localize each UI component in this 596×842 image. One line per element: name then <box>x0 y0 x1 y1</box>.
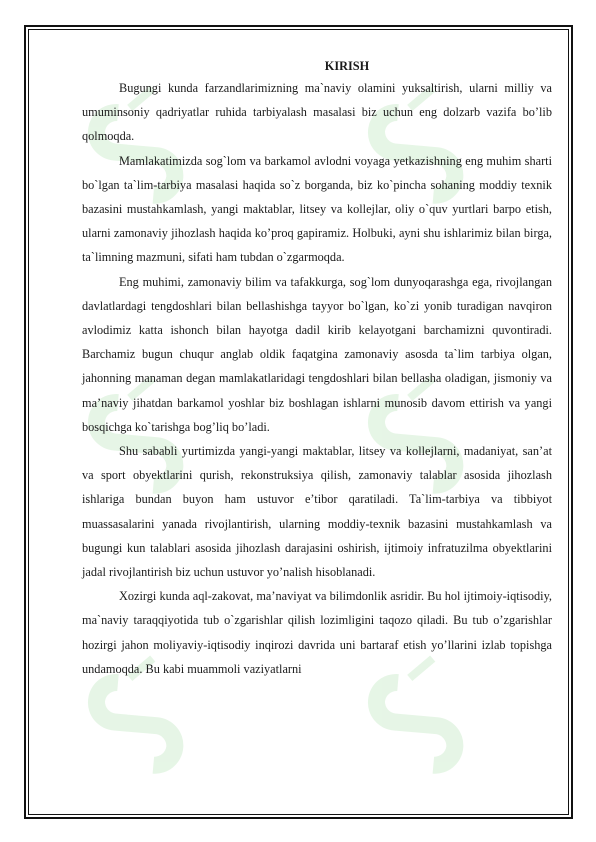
paragraph: Xozirgi kunda aql-zakovat, ma’naviyat va bilimdonlik asridir. Bu hol ijtimoiy-iqtisodiy, ma`naviy taraqqiyotida tub o`zgarishlar qilish lozimligini taqozo qiladi. Bu tub o’zgarishlar hozirgi jahon moliyaviy-iqtisodiy inqirozi davrida uni bartaraf etish yo’llarini izlab topishga undamoqda. Bu kabi muammoli vaziyatlarni <box>82 589 552 676</box>
paragraph: Eng muhimi, zamonaviy bilim va tafakkurga, sog`lom dunyoqarashga ega, rivojlangan davlatlardagi tengdoshlari bilan bellashishga tayyor bo`lgan, ko`zi yonib turadigan navqiron avlodimiz katta ishonch bilan hayotga dadil kirib kelayotgani barchamizni quvontiradi. Barchamiz bugun chuqur anglab oldik faqatgina zamonaviy asosda ta`lim tarbiya olgan, jahonning manaman degan mamlakatlaridagi tengdoshlari bilan bellasha oladigan, jismoniy va ma’naviy jihatdan barkamol yoshlar biz boshlagan ishlarni munosib davom ettirish va yangi bosqichga ko`tarishga bog’liq bo’ladi. <box>82 274 552 434</box>
document-body <box>82 56 552 681</box>
paragraph: Bugungi kunda farzandlarimizning ma`naviy olamini yuksaltirish, ularni milliy va umuminsoniy qadriyatlar ruhida tarbiyalash masalasi biz uchun eng dolzarb vazifa bo’lib qolmoqda. <box>82 81 552 144</box>
document-title: KIRISH <box>324 59 370 73</box>
paragraph: Shu sababli yurtimizda yangi-yangi maktablar, litsey va kollejlarni, madaniyat, san’at va sport obyektlarini qurish, rekonstruksiya qilish, zamonaviy talablar asosida jihozlash ishlariga bundan buyon ham ustuvor e’tibor qaratiladi. Ta`lim-tarbiya va tibbiyot muassasalarini yanada rivojlantirish, ularning moddiy-texnik bazasini mustahkamlash va bugungi kun talablari asosida jihozlash darajasini oshirish, ijtimoiy infratuzilma obyektlarini jadal rivojlantirish biz uchun ustuvor yo’nalish hisoblanadi. <box>82 444 552 580</box>
paragraph: Mamlakatimizda sog`lom va barkamol avlodni voyaga yetkazishning eng muhim sharti bo`lgan ta`lim-tarbiya masalasi haqida so`z borganda, biz ko`pincha sohaning moddiy texnik bazasini mustahkamlash, yangi maktablar, litsey va kollejlar, oliy o`quv yurtlari barpo etish, ularni zamonaviy jihozlash haqida ko’proq gapiramiz. Holbuki, ayni shu ishlarimiz bilan birga, ta`limning mazmuni, sifati ham tubdan o`zgarmoqda. <box>82 153 552 265</box>
